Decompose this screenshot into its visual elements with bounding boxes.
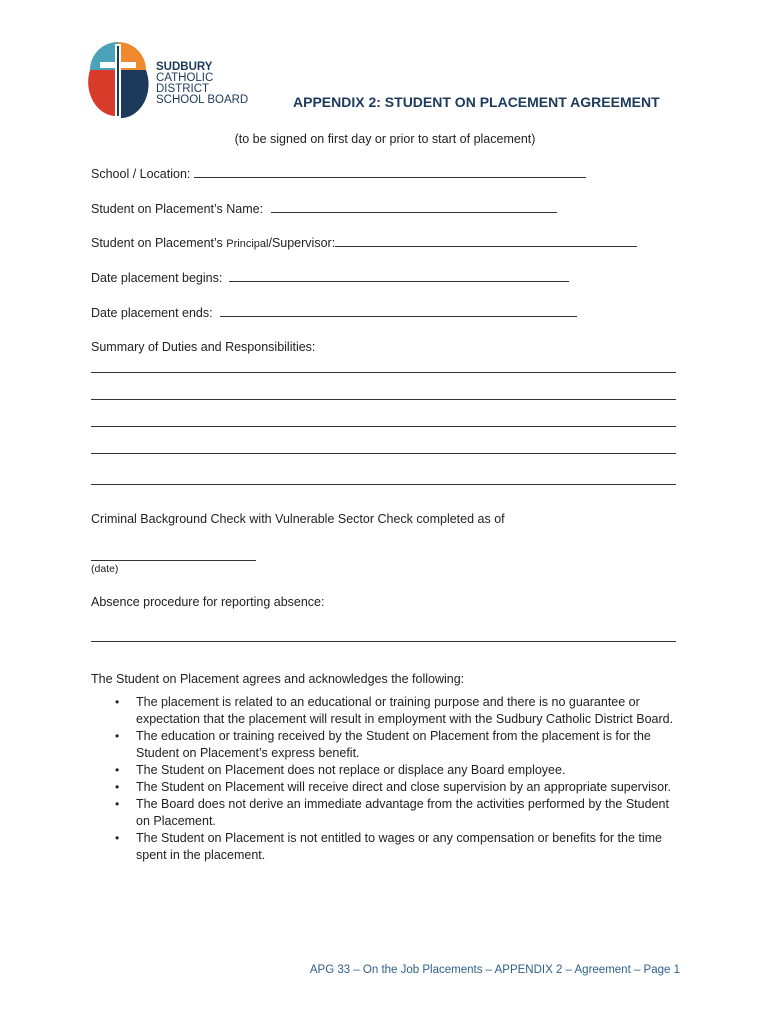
criminal-check-date-line[interactable]: [91, 560, 256, 561]
list-item-text: The Student on Placement does not replace or displace any Board employee.: [136, 763, 566, 777]
logo-line-1: SUDBURY: [156, 61, 213, 73]
principal-supervisor-line[interactable]: [335, 235, 637, 247]
list-item: [91, 694, 681, 728]
agreement-list: [91, 694, 681, 864]
date-caption: (date): [91, 563, 119, 575]
list-item-text: The Board does not derive an immediate advantage from the activities performed by the Student on Placement.: [136, 797, 669, 828]
summary-line-1[interactable]: [91, 372, 676, 373]
page-footer: APG 33 – On the Job Placements – APPENDIX 2 – Agreement – Page 1: [309, 964, 680, 976]
date-ends-line[interactable]: [220, 305, 577, 317]
summary-line-2[interactable]: [91, 399, 676, 400]
bullet-icon: •: [115, 695, 120, 709]
student-name-label: Student on Placement’s Name:: [91, 202, 264, 216]
cross-emblem-icon: [88, 40, 150, 122]
agreement-intro: The Student on Placement agrees and acknowledges the following:: [91, 672, 465, 686]
logo-line-4: SCHOOL BOARD: [156, 94, 249, 106]
date-begins-field[interactable]: [91, 270, 569, 285]
document-title: APPENDIX 2: STUDENT ON PLACEMENT AGREEMENT: [293, 94, 660, 110]
bullet-icon: •: [115, 831, 120, 845]
document-subtitle: (to be signed on first day or prior to start of placement): [234, 132, 536, 146]
student-name-field[interactable]: [91, 201, 557, 216]
list-item: [91, 779, 681, 796]
principal-label-suffix: /Supervisor:: [268, 236, 336, 250]
school-location-line[interactable]: [194, 166, 586, 178]
logo-line-2: CATHOLIC: [156, 72, 214, 84]
date-ends-field[interactable]: [91, 305, 577, 320]
list-item: [91, 762, 681, 779]
date-ends-label: Date placement ends:: [91, 306, 213, 320]
summary-line-4[interactable]: [91, 453, 676, 454]
principal-label-prefix: Student on Placement’s: [91, 236, 227, 250]
principal-label-small: Principal: [226, 238, 269, 250]
list-item: [91, 728, 681, 762]
bullet-icon: •: [115, 729, 120, 743]
school-board-logo: [88, 40, 268, 122]
bullet-icon: •: [115, 763, 120, 777]
summary-line-3[interactable]: [91, 426, 676, 427]
absence-procedure-line[interactable]: [91, 641, 676, 642]
student-name-line[interactable]: [271, 201, 557, 213]
list-item: [91, 830, 681, 864]
list-item-text: The placement is related to an educational or training purpose and there is no guarantee or expectation that the placement will result in employment with the Sudbury Catholic District Board.: [136, 695, 674, 726]
bullet-icon: •: [115, 780, 120, 794]
list-item: [91, 796, 681, 830]
date-begins-label: Date placement begins:: [91, 271, 223, 285]
criminal-check-label: Criminal Background Check with Vulnerable Sector Check completed as of: [91, 512, 505, 526]
list-item-text: The education or training received by the Student on Placement from the placement is for the Student on Placement’s express benefit.: [136, 729, 651, 760]
bullet-icon: •: [115, 797, 120, 811]
absence-procedure-label: Absence procedure for reporting absence:: [91, 595, 325, 609]
principal-supervisor-field[interactable]: [91, 235, 637, 250]
school-location-label: School / Location:: [91, 167, 191, 181]
date-begins-line[interactable]: [229, 270, 569, 282]
list-item-text: The Student on Placement is not entitled to wages or any compensation or benefits for the time spent in the placement.: [136, 831, 662, 862]
logo-wordmark: [156, 62, 248, 106]
summary-line-5[interactable]: [91, 484, 676, 485]
logo-line-3: DISTRICT: [156, 83, 210, 95]
list-item-text: The Student on Placement will receive direct and close supervision by an appropriate supervisor.: [136, 780, 672, 794]
summary-duties-label: Summary of Duties and Responsibilities:: [91, 340, 316, 354]
school-location-field[interactable]: [91, 166, 586, 181]
